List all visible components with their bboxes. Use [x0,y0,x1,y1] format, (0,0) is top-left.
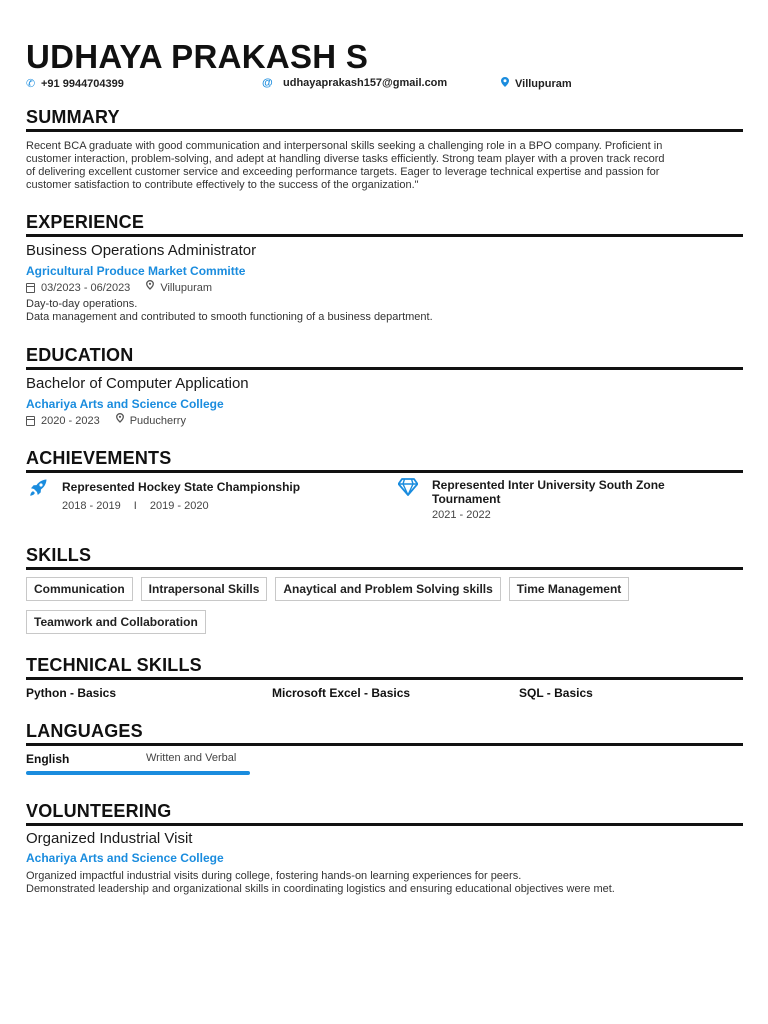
section-title-education: EDUCATION [26,345,134,365]
resume-page [26,38,743,895]
languages-section [26,721,743,775]
education-meta [26,413,743,428]
achievement-date: 2018 - 2019 [62,500,121,512]
skill-chip: Anaytical and Problem Solving skills [275,577,500,601]
experience-line: Day-to-day operations. [26,298,138,310]
location-text: Villupuram [515,77,572,90]
education-dates: 2020 - 2023 [41,414,100,427]
section-divider [26,677,743,680]
location-contact [500,77,572,90]
phone-number: +91 9944704399 [41,77,124,90]
candidate-name: UDHAYA PRAKASH S [26,38,369,75]
section-divider [26,129,743,132]
achievement-item [398,478,665,521]
experience-description [26,298,743,324]
section-title-volunteering: VOLUNTEERING [26,801,172,821]
email-contact[interactable] [262,77,447,89]
summary-text [26,140,743,192]
section-divider [26,567,743,570]
skills-row [26,577,743,601]
rocket-icon [28,478,48,498]
achievements-section [26,448,743,528]
contact-row [26,77,743,93]
technical-skill: Python - Basics [26,686,117,700]
education-school: Achariya Arts and Science College [26,397,224,411]
summary-line: customer interaction, problem-solving, and adept at handling diverse tasks efficiently. Strong team player with a proven track record [26,153,665,165]
experience-role: Business Operations Administrator [26,242,257,259]
language-proficiency-bar [26,771,250,775]
experience-org: Agricultural Produce Market Committe [26,264,246,278]
skills-row [26,610,743,634]
experience-dates: 03/2023 - 06/2023 [41,281,131,294]
experience-section [26,212,743,324]
at-sign-icon: @ [262,77,273,89]
section-title-languages: LANGUAGES [26,721,143,741]
section-divider [26,234,743,237]
section-title-achievements: ACHIEVEMENTS [26,448,172,468]
phone-icon: ✆ [26,78,36,90]
summary-line: customer satisfaction to contribute effectively to the success of the organization." [26,179,419,191]
skill-chip: Teamwork and Collaboration [26,610,206,634]
achievement-item [28,480,300,512]
section-divider [26,823,743,826]
section-divider [26,367,743,370]
skill-chip: Communication [26,577,133,601]
experience-meta [26,280,743,295]
volunteering-org: Achariya Arts and Science College [26,851,224,865]
volunteering-description [26,870,743,896]
achievement-title-line: Tournament [432,492,501,506]
technical-skill: SQL - Basics [519,686,593,700]
education-location: Puducherry [129,414,186,427]
section-title-experience: EXPERIENCE [26,212,145,232]
diamond-icon [398,478,418,498]
technical-skills-row [26,686,743,702]
summary-line: Recent BCA graduate with good communication and interpersonal skills seeking a challenging role in a BPO company. Proficient in [26,140,663,152]
volunteering-line: Organized impactful industrial visits during college, fostering hands-on learning experiences for peers. [26,870,522,882]
location-pin-icon [116,413,124,428]
skills-section [26,545,743,634]
volunteering-role: Organized Industrial Visit [26,830,193,847]
location-pin-icon [146,280,154,295]
achievement-title-line: Represented Inter University South Zone [432,478,665,492]
experience-location: Villupuram [160,281,213,294]
achievement-date: 2021 - 2022 [432,509,491,521]
education-section [26,345,743,428]
email-address: udhayaprakash157@gmail.com [283,77,448,89]
language-level: Written and Verbal [146,752,237,764]
phone-contact[interactable] [26,77,124,90]
skill-chip: Intrapersonal Skills [141,577,268,601]
language-name: English [26,752,70,766]
achievement-title: Represented Hockey State Championship [62,480,301,494]
summary-section [26,107,743,192]
education-degree: Bachelor of Computer Application [26,375,249,392]
language-row [26,752,743,768]
section-divider [26,743,743,746]
skill-chip: Time Management [509,577,629,601]
section-title-technical-skills: TECHNICAL SKILLS [26,655,202,675]
technical-skill: Microsoft Excel - Basics [272,686,411,700]
summary-line: of delivering excellent customer service and exceeding performance targets. Eager to leverage technical expertise and passion for [26,166,660,178]
section-title-summary: SUMMARY [26,107,120,127]
volunteering-section [26,801,743,896]
calendar-icon [26,283,35,293]
achievement-dates: 2018 - 2019 I 2019 - 2020 [62,500,209,512]
calendar-icon [26,416,35,426]
section-divider [26,470,743,473]
location-pin-icon [500,77,509,90]
experience-line: Data management and contributed to smooth functioning of a business department. [26,311,433,323]
technical-skills-section [26,655,743,702]
volunteering-line: Demonstrated leadership and organizational skills in coordinating logistics and ensuring educational objectives were met. [26,883,615,895]
achievement-date: 2019 - 2020 [149,500,209,512]
achievement-title [432,478,665,506]
section-title-skills: SKILLS [26,545,92,565]
